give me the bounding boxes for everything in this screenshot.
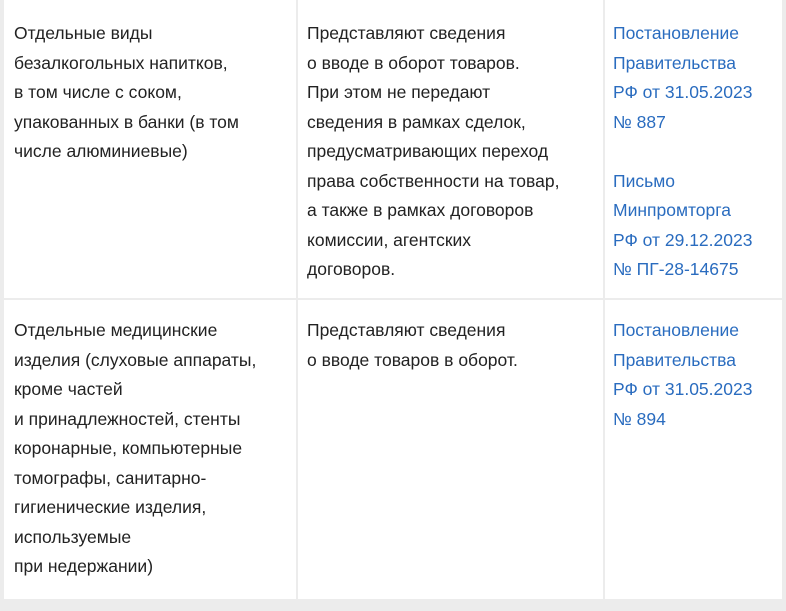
table-cell-requirements xyxy=(298,0,603,298)
link-line: Постановление xyxy=(613,23,740,43)
link-line: РФ от 29.12.2023 xyxy=(613,229,753,250)
text-line: томографы, санитарно- xyxy=(14,467,207,488)
link-line: № ПГ-28-14675 xyxy=(613,259,739,279)
text-line: предусматривающих переход xyxy=(307,141,549,161)
text-line: при недержании) xyxy=(14,556,154,576)
text-line: о вводе в оборот товаров. xyxy=(307,52,520,73)
text-line: изделия (слуховые аппараты, xyxy=(14,349,257,370)
table-cell-product xyxy=(4,300,296,599)
text-line: Представляют сведения xyxy=(307,23,506,43)
text-line: Отдельные медицинские xyxy=(14,320,218,340)
text-line: в том числе с соком, xyxy=(14,82,182,102)
text-line: коронарные, компьютерные xyxy=(14,438,243,458)
text-line: а также в рамках договоров xyxy=(307,200,534,220)
link-line: Правительства xyxy=(613,52,737,73)
text-line: кроме частей xyxy=(14,379,123,399)
decree-887-link[interactable] xyxy=(613,19,780,137)
decree-894-link[interactable] xyxy=(613,316,780,434)
text-line: и принадлежностей, стенты xyxy=(14,408,241,429)
text-line: Представляют сведения xyxy=(307,320,506,340)
text-line: права собственности на товар, xyxy=(307,170,560,191)
text-line: комиссии, агентских xyxy=(307,229,472,250)
link-line: Правительства xyxy=(613,349,737,370)
link-line: № 887 xyxy=(613,111,666,132)
text-line: гигиенические изделия, xyxy=(14,497,207,517)
link-line: Письмо xyxy=(613,170,675,191)
text-line: договоров. xyxy=(307,259,396,279)
text-line: Отдельные виды xyxy=(14,23,153,43)
link-line: РФ от 31.05.2023 xyxy=(613,82,753,102)
link-line: РФ от 31.05.2023 xyxy=(613,379,753,399)
product-name xyxy=(4,316,296,582)
text-line: сведения в рамках сделок, xyxy=(307,111,526,132)
documents-list xyxy=(605,19,782,285)
link-line: № 894 xyxy=(613,408,666,429)
table-cell-product xyxy=(4,0,296,298)
link-line: Минпромторга xyxy=(613,200,732,220)
table-cell-documents xyxy=(605,0,782,298)
requirements-text xyxy=(298,19,603,285)
product-name xyxy=(4,19,296,167)
text-line: числе алюминиевые) xyxy=(14,141,188,161)
text-line: о вводе товаров в оборот. xyxy=(307,349,518,370)
table-cell-documents xyxy=(605,300,782,599)
requirements-text xyxy=(298,316,603,375)
table-cell-requirements xyxy=(298,300,603,599)
text-line: При этом не передают xyxy=(307,82,491,102)
text-line: безалкогольных напитков, xyxy=(14,52,228,73)
documents-list xyxy=(605,316,782,434)
minpromtorg-letter-link[interactable] xyxy=(613,167,780,285)
link-line: Постановление xyxy=(613,320,740,340)
text-line: используемые xyxy=(14,526,132,547)
text-line: упакованных в банки (в том xyxy=(14,111,239,132)
